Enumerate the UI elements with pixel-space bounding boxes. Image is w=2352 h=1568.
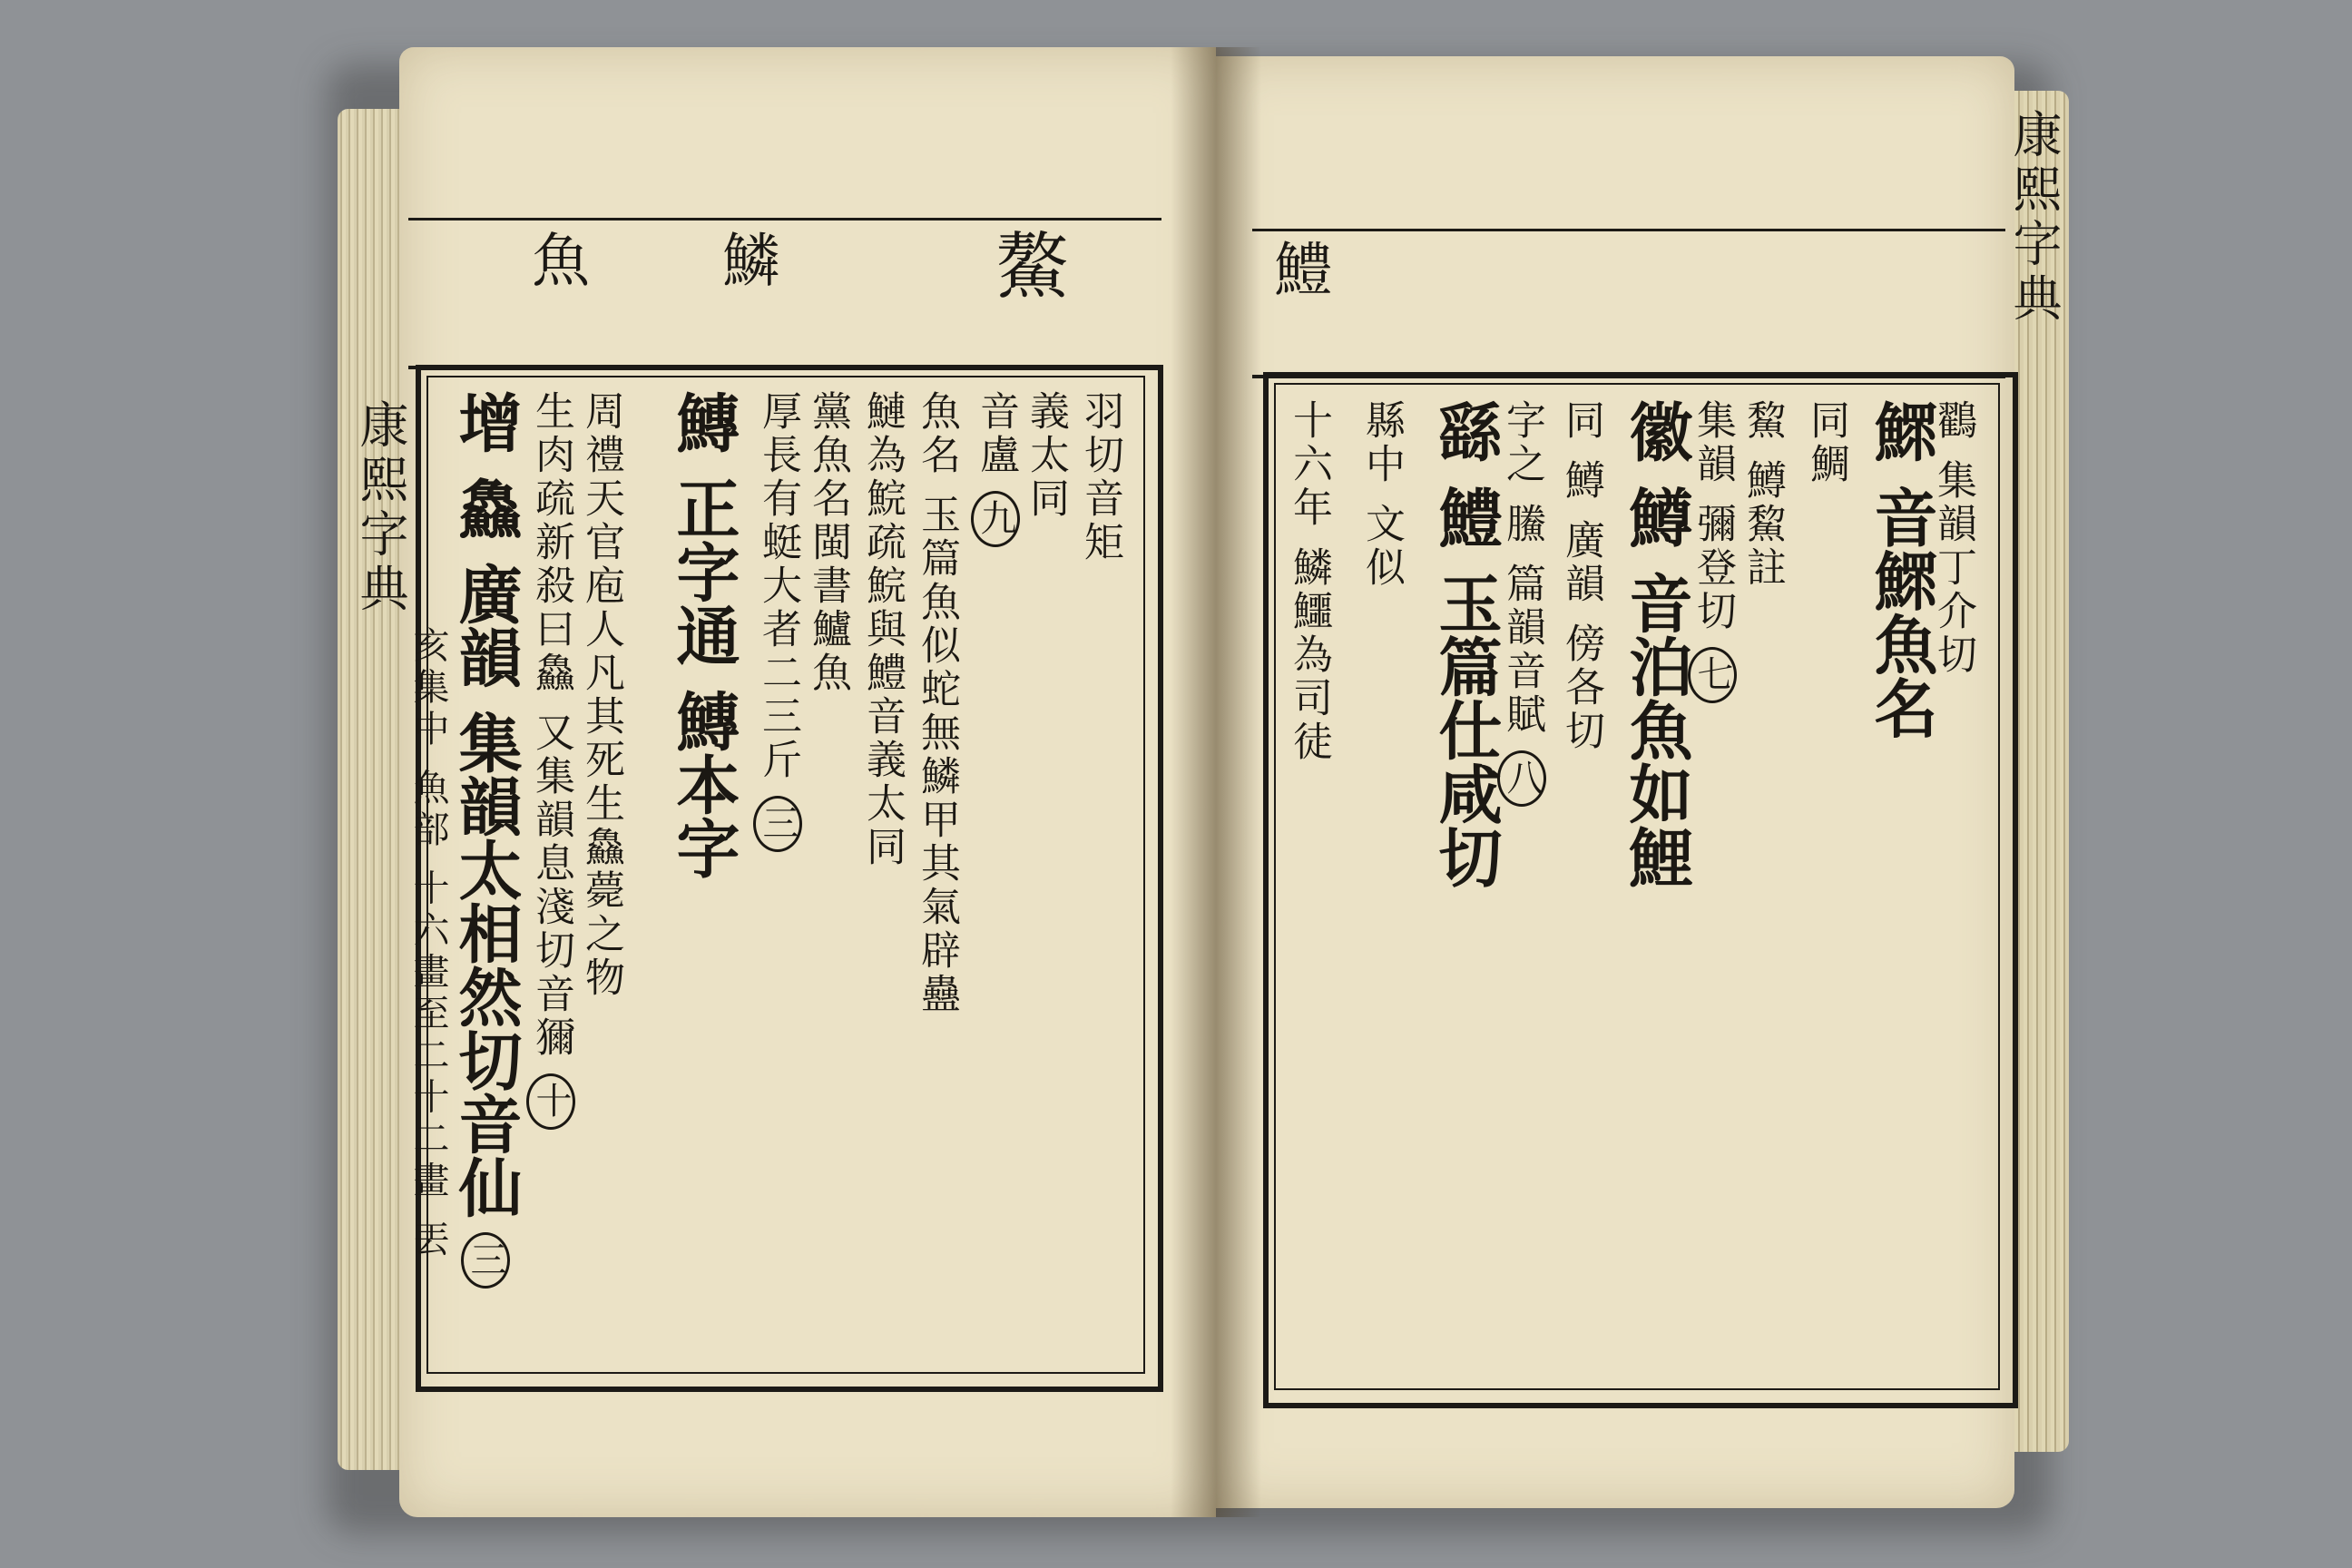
circled-number: 三	[753, 796, 802, 852]
text-column: 字之 鰧 篇韻音賦 八	[1497, 399, 1546, 812]
text-column: 同 鱒 廣韻 傍各切	[1558, 399, 1604, 753]
circled-number: 十	[526, 1073, 575, 1130]
text-column: 義太同	[1023, 390, 1069, 521]
text-column: 鰱為鯇疏鯇與鱧音義太同	[859, 390, 906, 869]
circled-number: 三	[461, 1232, 510, 1289]
text-column: 集韻 彌登切 七	[1688, 399, 1737, 709]
text-column: 周禮天官庖人凡其死生鱻薨之物	[578, 390, 624, 1000]
text-column: 鱄 正字通 鱄本字	[666, 390, 741, 879]
text-column: 縣中 文似	[1358, 399, 1405, 590]
left-header-strip	[408, 218, 1161, 369]
text-column: 魚名 玉篇魚似蛇無鱗甲其氣辟蠱	[914, 390, 960, 1016]
right-header-strip	[1252, 229, 2005, 378]
text-column: 繇 鱧 玉篇仕咸切	[1428, 399, 1504, 888]
section-name: 亥集中	[407, 626, 449, 751]
text-column: 音盧 九	[971, 390, 1020, 553]
seal-glyph: 鰲	[984, 228, 1068, 302]
book-gutter	[1171, 47, 1261, 1517]
seal-glyph: 魚	[522, 230, 589, 289]
text-column: 鯬 鱒鯬註	[1740, 399, 1786, 590]
book-title: 康熙字典	[352, 399, 409, 617]
text-column: 十六年 鱗鱷為司徒	[1286, 399, 1332, 764]
text-column: 同鯛	[1803, 399, 1849, 486]
text-column: 鸐 集韻丁介切	[1930, 399, 1976, 677]
text-column: 羽切音矩	[1077, 390, 1123, 564]
text-column: 厚長有蜓大者二三斤 三	[753, 390, 802, 858]
seal-glyph: 鱧	[1264, 239, 1331, 299]
text-column: 黨魚名閩書鱸魚	[805, 390, 851, 695]
radical-name: 魚部	[407, 768, 449, 852]
text-column: 生肉疏新殺曰鱻 又集韻息淺切音獮 十	[526, 390, 575, 1135]
text-column: 增 鱻 廣韻 集韻太相然切音仙 三	[454, 390, 517, 1294]
circled-number: 七	[1688, 647, 1737, 703]
folio-number: 丟	[407, 1220, 449, 1262]
book-title-right-edge: 康熙字典	[2005, 109, 2063, 327]
text-column: 徽 鱒 音泊魚如鯉	[1619, 399, 1694, 888]
circled-number: 八	[1497, 750, 1546, 807]
circled-number: 九	[971, 491, 1020, 547]
section-label	[407, 626, 449, 1262]
text-column: 鰥 音鰥魚名	[1864, 399, 1939, 740]
stroke-range: 十六畫至二十二畫	[407, 868, 449, 1203]
seal-glyph: 鱗	[712, 230, 779, 289]
